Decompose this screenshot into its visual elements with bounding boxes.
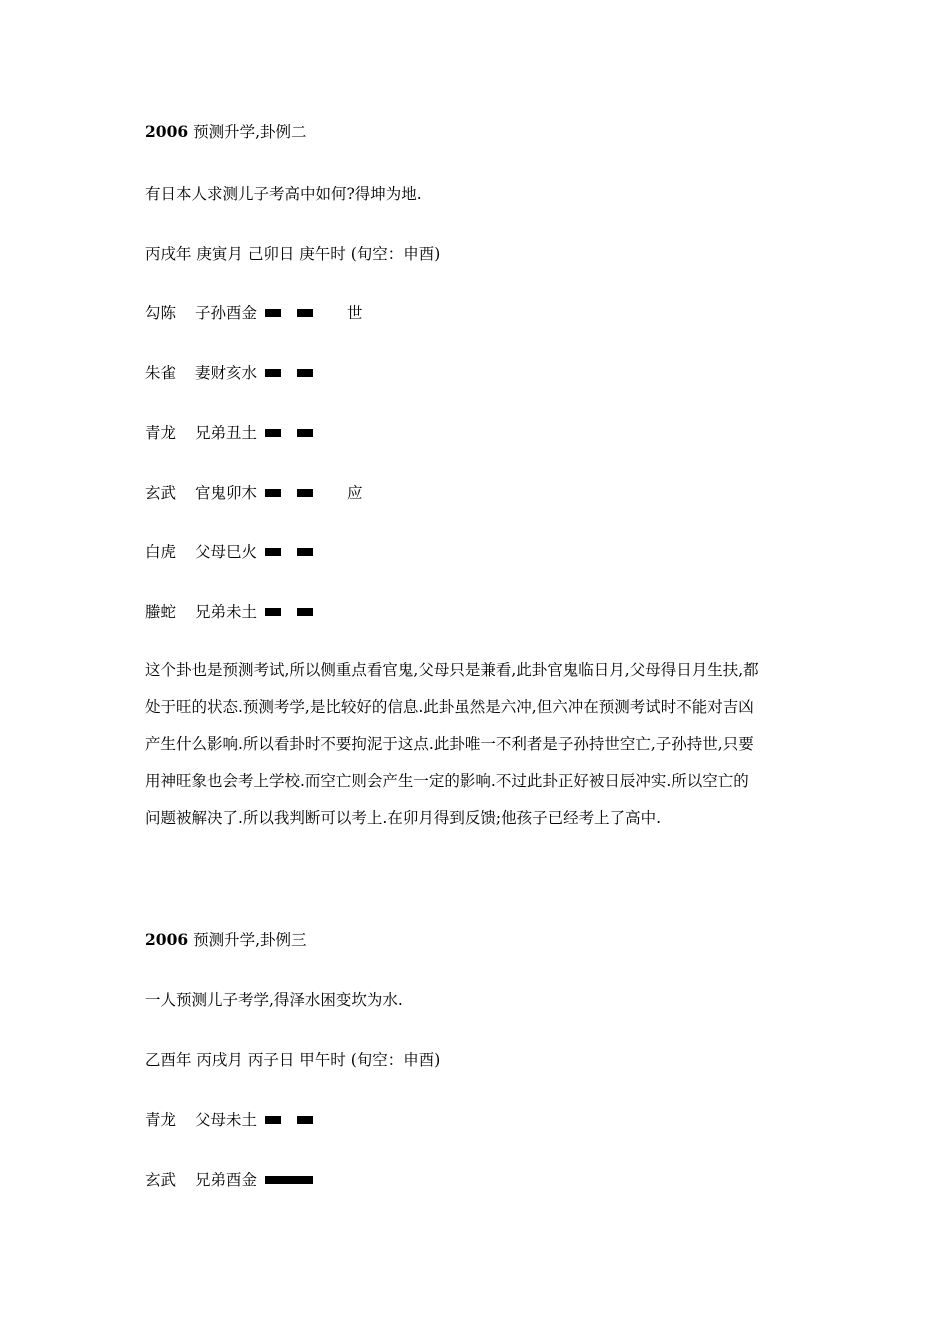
- case3-title: [145, 930, 307, 950]
- case2-date: 丙戌年 庚寅月 己卯日 庚午时 (旬空：申酉): [145, 245, 441, 263]
- case3-line-1: [145, 1110, 313, 1130]
- case2-line-4: [145, 483, 363, 503]
- spirit-label: 螣蛇: [145, 603, 177, 621]
- case3-title-text: 预测升学,卦例三: [193, 931, 307, 949]
- case2-title-year: 2006: [145, 122, 189, 141]
- analysis-line: 产生什么影响.所以看卦时不要拘泥于这点.此卦唯一不利者是子孙持世空亡,子孙持世,只要: [145, 735, 754, 753]
- case2-analysis: [145, 652, 810, 837]
- yin-line-icon: [265, 489, 313, 497]
- spirit-label: 玄武: [145, 484, 177, 502]
- analysis-line: 问题被解决了.所以我判断可以考上.在卯月得到反馈;他孩子已经考上了高中.: [145, 809, 662, 827]
- relation-label: 妻财亥水: [195, 364, 258, 382]
- yin-line-icon: [265, 1116, 313, 1124]
- spirit-label: 青龙: [145, 424, 177, 442]
- case2-question: 有日本人求测儿子考高中如何?得坤为地.: [145, 185, 422, 203]
- yin-line-icon: [265, 548, 313, 556]
- yin-line-icon: [265, 369, 313, 377]
- case3-question: 一人预测儿子考学,得泽水困变坎为水.: [145, 991, 403, 1009]
- case2-line-3: [145, 423, 313, 443]
- relation-label: 父母巳火: [195, 543, 258, 561]
- spirit-label: 玄武: [145, 1171, 177, 1189]
- analysis-line: 处于旺的状态.预测考学,是比较好的信息.此卦虽然是六冲,但六冲在预测考试时不能对吉凶: [145, 698, 754, 716]
- relation-label: 官鬼卯木: [195, 484, 258, 502]
- spirit-label: 朱雀: [145, 364, 177, 382]
- yin-line-icon: [265, 429, 313, 437]
- case2-line-6: [145, 602, 313, 622]
- case2-line-5: [145, 542, 313, 562]
- relation-label: 兄弟丑土: [195, 424, 258, 442]
- shi-ying-mark: 世: [347, 304, 363, 322]
- case3-date: 乙酉年 丙戌月 丙子日 甲午时 (旬空：申酉): [145, 1051, 441, 1069]
- analysis-line: 用神旺象也会考上学校.而空亡则会产生一定的影响.不过此卦正好被日辰冲实.所以空亡的: [145, 772, 749, 790]
- case2-title: [145, 122, 307, 142]
- yang-line-icon: [265, 1176, 313, 1184]
- spirit-label: 白虎: [145, 543, 177, 561]
- relation-label: 兄弟酉金: [195, 1171, 258, 1189]
- analysis-line: 这个卦也是预测考试,所以侧重点看官鬼,父母只是兼看,此卦官鬼临日月,父母得日月生扶,都: [145, 661, 759, 679]
- relation-label: 子孙酉金: [195, 304, 258, 322]
- case3-title-year: 2006: [145, 930, 189, 949]
- spirit-label: 勾陈: [145, 304, 177, 322]
- shi-ying-mark: 应: [347, 484, 363, 502]
- yin-line-icon: [265, 309, 313, 317]
- case3-line-2: [145, 1170, 313, 1190]
- relation-label: 兄弟未土: [195, 603, 258, 621]
- yin-line-icon: [265, 608, 313, 616]
- case2-line-2: [145, 363, 313, 383]
- case2-line-1: [145, 303, 363, 323]
- spirit-label: 青龙: [145, 1111, 177, 1129]
- case2-title-text: 预测升学,卦例二: [193, 123, 307, 141]
- relation-label: 父母未土: [195, 1111, 258, 1129]
